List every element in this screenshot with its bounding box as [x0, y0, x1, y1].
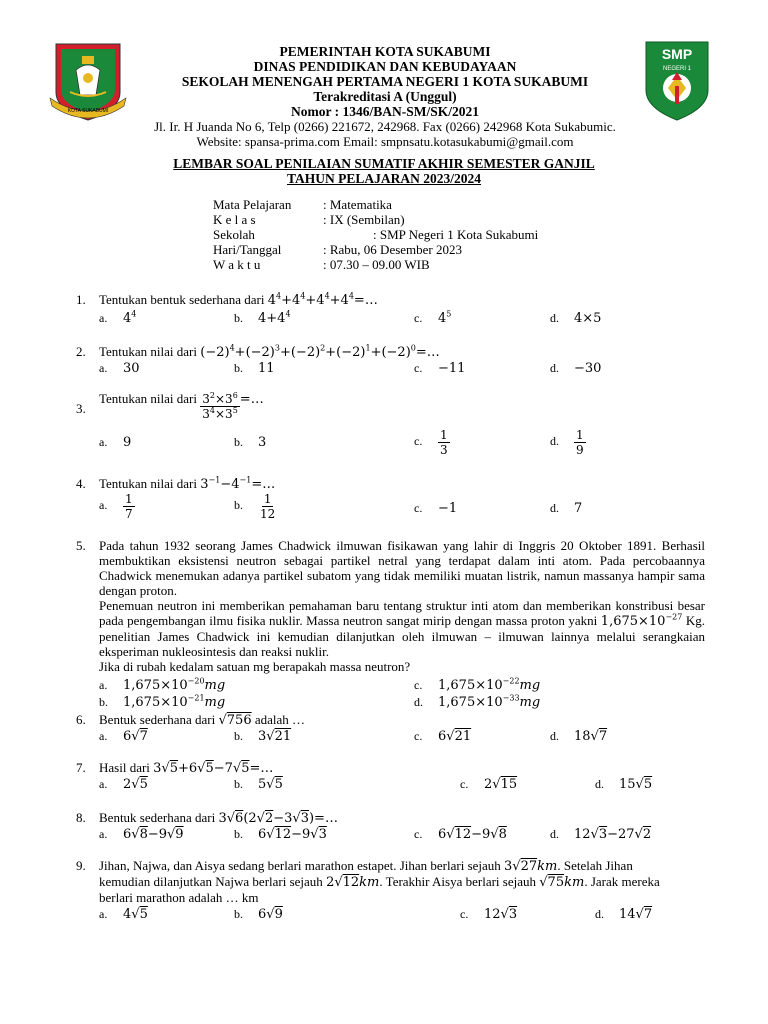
- question-7: [76, 760, 716, 800]
- option-c[interactable]: c. −11: [414, 361, 466, 376]
- info-label: Hari/Tanggal: [213, 242, 282, 257]
- kota-sukabumi-seal-icon: [48, 40, 128, 122]
- question-text: [99, 538, 705, 674]
- option-b[interactable]: b. 6√12−9√3: [234, 827, 327, 842]
- option-b[interactable]: b. 11: [234, 361, 275, 376]
- question-1: [76, 292, 716, 332]
- option-b[interactable]: b. 3√21: [234, 729, 292, 744]
- option-a[interactable]: a. 6√8−9√9: [99, 827, 184, 842]
- option-d[interactable]: d. 12√3−27√2: [550, 827, 652, 842]
- question-6: [76, 712, 716, 752]
- info-value: : 07.30 – 09.00 WIB: [323, 257, 430, 272]
- option-b[interactable]: b. 6√9: [234, 907, 283, 922]
- info-value: : IX (Sembilan): [323, 212, 405, 227]
- question-2: [76, 344, 716, 384]
- question-number: 3.: [76, 401, 86, 416]
- option-b[interactable]: b. $\frac{1}{12}$: [234, 492, 276, 521]
- smp-negeri-logo-icon: [642, 40, 712, 122]
- info-row: [213, 257, 538, 272]
- info-row: [213, 197, 538, 212]
- exam-info: [213, 197, 538, 272]
- letterhead-line-2: DINAS PENDIDIKAN DAN KEBUDAYAAN: [253, 59, 517, 74]
- option-d[interactable]: d. 14√7: [595, 907, 653, 922]
- question-text: Tentukan bentuk sederhana dari $4^4+4^4+4^4+4^4=\dots$: [99, 291, 378, 308]
- option-b[interactable]: b. 5√5: [234, 777, 283, 792]
- option-d[interactable]: d. 7: [550, 501, 583, 516]
- question-9: [76, 858, 716, 928]
- info-label: Mata Pelajaran: [213, 197, 292, 212]
- question-text: Tentukan nilai dari $\frac{3^2\times 3^6}{3^4\times 3^5}$ =…: [99, 391, 264, 421]
- question-4: [76, 476, 716, 526]
- option-c[interactable]: c. −1: [414, 501, 458, 516]
- option-d[interactable]: d. 15√5: [595, 777, 653, 792]
- letterhead-line-4: Terakreditasi A (Unggul): [313, 89, 457, 104]
- option-a[interactable]: a. 2√5: [99, 777, 148, 792]
- option-a[interactable]: a. 30: [99, 361, 140, 376]
- option-d[interactable]: d. 4×5: [550, 311, 602, 326]
- question-number: 9.: [76, 858, 86, 873]
- logo-negeri-text: NEGERI 1: [662, 66, 692, 72]
- option-c[interactable]: c. 12√3: [460, 907, 518, 922]
- question-text: Bentuk sederhana dari √756 adalah …: [99, 712, 306, 728]
- option-c[interactable]: c. 6√21: [414, 729, 472, 744]
- info-label: Sekolah: [213, 227, 255, 242]
- option-a[interactable]: a. $4^4$: [99, 309, 137, 326]
- question-text: Jihan, Najwa, dan Aisya sedang berlari marathon estapet. Jihan berlari sejauh 3√27km. Setelah Jihan kemudian dilanjutkan Najwa berlari sejauh 2√12km. Terakhir Aisya berlari sejauh √75km. Jarak mereka berlari marathon adalah … km: [99, 858, 660, 905]
- option-b[interactable]: b. $4+4^4$: [234, 309, 291, 326]
- question-number: 7.: [76, 760, 86, 775]
- letterhead-text: [120, 44, 650, 149]
- option-d[interactable]: d. −30: [550, 361, 602, 376]
- letterhead: [40, 40, 730, 150]
- option-a[interactable]: a. 4√5: [99, 907, 148, 922]
- paragraph: Pada tahun 1932 seorang James Chadwick ilmuwan fisikawan yang lahir di Inggris 20 Oktober 1891. Berhasil membuktikan eksistensi neutron sebagai partikel netral yang terdapat dalam inti atom. Pada percobaannya Chadwick menemukan adanya partikel subatom yang tidak memiliki muatan listrik, namun massanya hampir sama dengan proton.: [99, 538, 705, 598]
- option-b[interactable]: b. $1,675\times 10^{-21}mg$: [99, 693, 226, 710]
- exam-title: [0, 156, 768, 186]
- option-c[interactable]: c. $\frac{1}{3}$: [414, 428, 448, 457]
- question-8: [76, 810, 716, 850]
- option-d[interactable]: d. 18√7: [550, 729, 608, 744]
- info-row: [213, 212, 538, 227]
- option-d[interactable]: d. $1,675\times 10^{-33}mg$: [414, 693, 541, 710]
- exam-title-line-1: LEMBAR SOAL PENILAIAN SUMATIF AKHIR SEMESTER GANJIL: [173, 156, 595, 171]
- option-a[interactable]: a. 6√7: [99, 729, 148, 744]
- paragraph: Penemuan neutron ini memberikan pemahaman baru tentang struktur inti atom dan memberikan konstribusi besar pada pengembangan ilmu fisika nuklir. Massa neutron sangat mirip dengan massa proton yakni $1,675\times 10^{-27}$ Kg. penelitian James Chadwick ini kemudian dilanjutkan oleh ilmuwan – ilmuwan lainnya melalui serangkaian eksperiman nukleosintesis dan reaksi nuklir.: [99, 598, 706, 659]
- letterhead-line-5: Nomor : 1346/BAN-SM/SK/2021: [291, 104, 479, 119]
- option-c[interactable]: c. 2√15: [460, 777, 518, 792]
- logo-smp-text: SMP: [661, 46, 693, 62]
- letterhead-line-3: SEKOLAH MENENGAH PERTAMA NEGERI 1 KOTA SUKABUMI: [181, 74, 589, 89]
- option-a[interactable]: a. $1,675\times 10^{-20}mg$: [99, 676, 226, 693]
- question-text: Tentukan nilai dari $(-2)^4+(-2)^3+(-2)^2+(-2)^1+(-2)^0=\dots$: [99, 343, 440, 360]
- letterhead-line-1: PEMERINTAH KOTA SUKABUMI: [279, 44, 491, 59]
- question-text: Tentukan nilai dari $3^{-1}-4^{-1}=\dots$: [99, 475, 276, 492]
- seal-motto: KOTA SUKABUMI: [67, 108, 109, 114]
- info-value: : Rabu, 06 Desember 2023: [323, 242, 463, 257]
- question-text: Hasil dari 3√5+6√5−7√5=…: [99, 760, 274, 776]
- option-a[interactable]: a. 9: [99, 435, 132, 450]
- info-label: W a k t u: [213, 257, 261, 272]
- option-c[interactable]: c. 6√12−9√8: [414, 827, 507, 842]
- info-value: : Matematika: [323, 197, 392, 212]
- info-row: [213, 242, 538, 257]
- question-number: 4.: [76, 476, 86, 491]
- exam-title-line-2: TAHUN PELAJARAN 2023/2024: [286, 171, 481, 186]
- option-d[interactable]: d. $\frac{1}{9}$: [550, 428, 584, 457]
- option-c[interactable]: c. $4^5$: [414, 309, 452, 326]
- question-number: 1.: [76, 292, 86, 307]
- question-text: Bentuk sederhana dari 3√6(2√2−3√3)=…: [99, 810, 338, 826]
- question-3: [76, 392, 716, 462]
- question-number: 6.: [76, 712, 86, 727]
- info-label: K e l a s: [213, 212, 256, 227]
- question-number: 8.: [76, 810, 86, 825]
- letterhead-website: Website: spansa-prima.com Email: smpnsatu.kotasukabumi@gmail.com: [196, 134, 574, 149]
- question-number: 5.: [76, 538, 86, 553]
- question-number: 2.: [76, 344, 86, 359]
- info-value: : SMP Negeri 1 Kota Sukabumi: [373, 227, 539, 242]
- info-row: [213, 227, 538, 242]
- letterhead-address: Jl. Ir. H Juanda No 6, Telp (0266) 221672, 242968. Fax (0266) 242968 Kota Sukabumic.: [154, 119, 616, 134]
- question-5: [76, 538, 716, 710]
- option-b[interactable]: b. 3: [234, 435, 267, 450]
- question-prompt: Jika di rubah kedalam satuan mg berapakah massa neutron?: [99, 659, 411, 674]
- option-a[interactable]: a. $\frac{1}{7}$: [99, 492, 133, 521]
- option-c[interactable]: c. $1,675\times 10^{-22}mg$: [414, 676, 541, 693]
